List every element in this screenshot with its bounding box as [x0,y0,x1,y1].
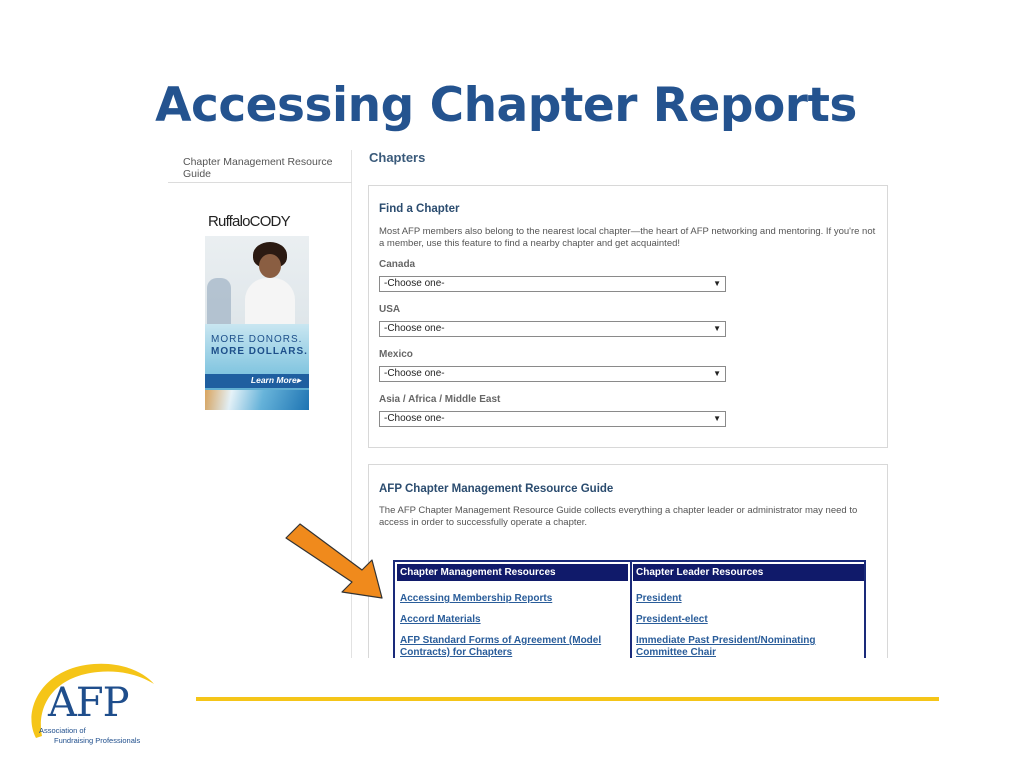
find-chapter-title: Find a Chapter [379,203,460,215]
ad-tagline-1: MORE DONORS. [211,334,303,345]
ad-decorative-wave [205,390,309,410]
canada-select-value: -Choose one- [384,278,445,289]
mexico-select[interactable] [379,366,726,382]
link-immediate-past-president[interactable]: Immediate Past President/Nominating Committee Chair [636,635,816,658]
link-accessing-membership-reports[interactable]: Accessing Membership Reports [400,593,553,604]
leader-resources-header: Chapter Leader Resources [633,564,864,581]
afp-logo [22,654,172,754]
asia-africa-middle-east-select[interactable] [379,411,726,427]
afp-logo-letters: AFP [48,680,129,726]
sidebar-divider [168,182,352,183]
ad-banner [205,324,309,410]
link-accord-materials[interactable]: Accord Materials [400,614,481,625]
ad-learn-more-button[interactable] [205,374,309,388]
find-chapter-panel [368,185,888,448]
link-president[interactable]: President [636,593,682,604]
ad-logo: RuffaloCODY [208,213,290,230]
afp-logo-line-1: Association of [39,726,86,735]
ad-tagline-2: MORE DOLLARS. [211,346,308,357]
triangle-down-icon: ▼ [713,414,721,423]
triangle-down-icon: ▼ [713,369,721,378]
region-label-canada: Canada [379,259,416,270]
slide-title: Accessing Chapter Reports [155,78,857,133]
mexico-select-value: -Choose one- [384,368,445,379]
sidebar-link-resource-guide[interactable]: Chapter Management Resource Guide [183,156,333,180]
usa-select[interactable] [379,321,726,337]
triangle-down-icon: ▼ [713,324,721,333]
resource-guide-description: The AFP Chapter Management Resource Guide collects everything a chapter leader or administrator may need to access in order to successfully operate a chapter. [379,505,858,528]
link-president-elect[interactable]: President-elect [636,614,708,625]
region-label-mexico: Mexico [379,349,413,360]
page-heading: Chapters [369,150,426,165]
ad-learn-more-label: Learn More▸ [250,375,301,385]
find-chapter-description: Most AFP members also belong to the nearest local chapter—the heart of AFP networking and mentoring. If you're not a member, use this feature to find a nearby chapter and get acquainted! [379,226,876,249]
link-standard-forms-of-agreement[interactable]: AFP Standard Forms of Agreement (Model Contracts) for Chapters [400,635,602,658]
resource-guide-title: AFP Chapter Management Resource Guide [379,483,614,495]
usa-select-value: -Choose one- [384,323,445,334]
management-resources-header: Chapter Management Resources [397,564,628,581]
region-label-usa: USA [379,304,401,315]
orange-arrow-icon [278,516,388,602]
ruffalocody-ad[interactable] [205,208,309,410]
afp-logo-line-2: Fundraising Professionals [54,736,141,745]
canada-select[interactable] [379,276,726,292]
region-label-asia-africa-middle-east: Asia / Africa / Middle East [379,394,501,405]
ad-person [245,246,295,324]
footer-accent-line [196,697,939,701]
asia-select-value: -Choose one- [384,413,445,424]
resources-table-divider [630,562,632,658]
resource-guide-panel [368,464,888,658]
leader-resources-column [633,564,866,658]
ad-logo-bar [205,208,309,236]
resources-table [393,560,866,658]
management-resources-column [397,564,630,658]
ad-background-person [207,278,231,324]
triangle-down-icon: ▼ [713,279,721,288]
